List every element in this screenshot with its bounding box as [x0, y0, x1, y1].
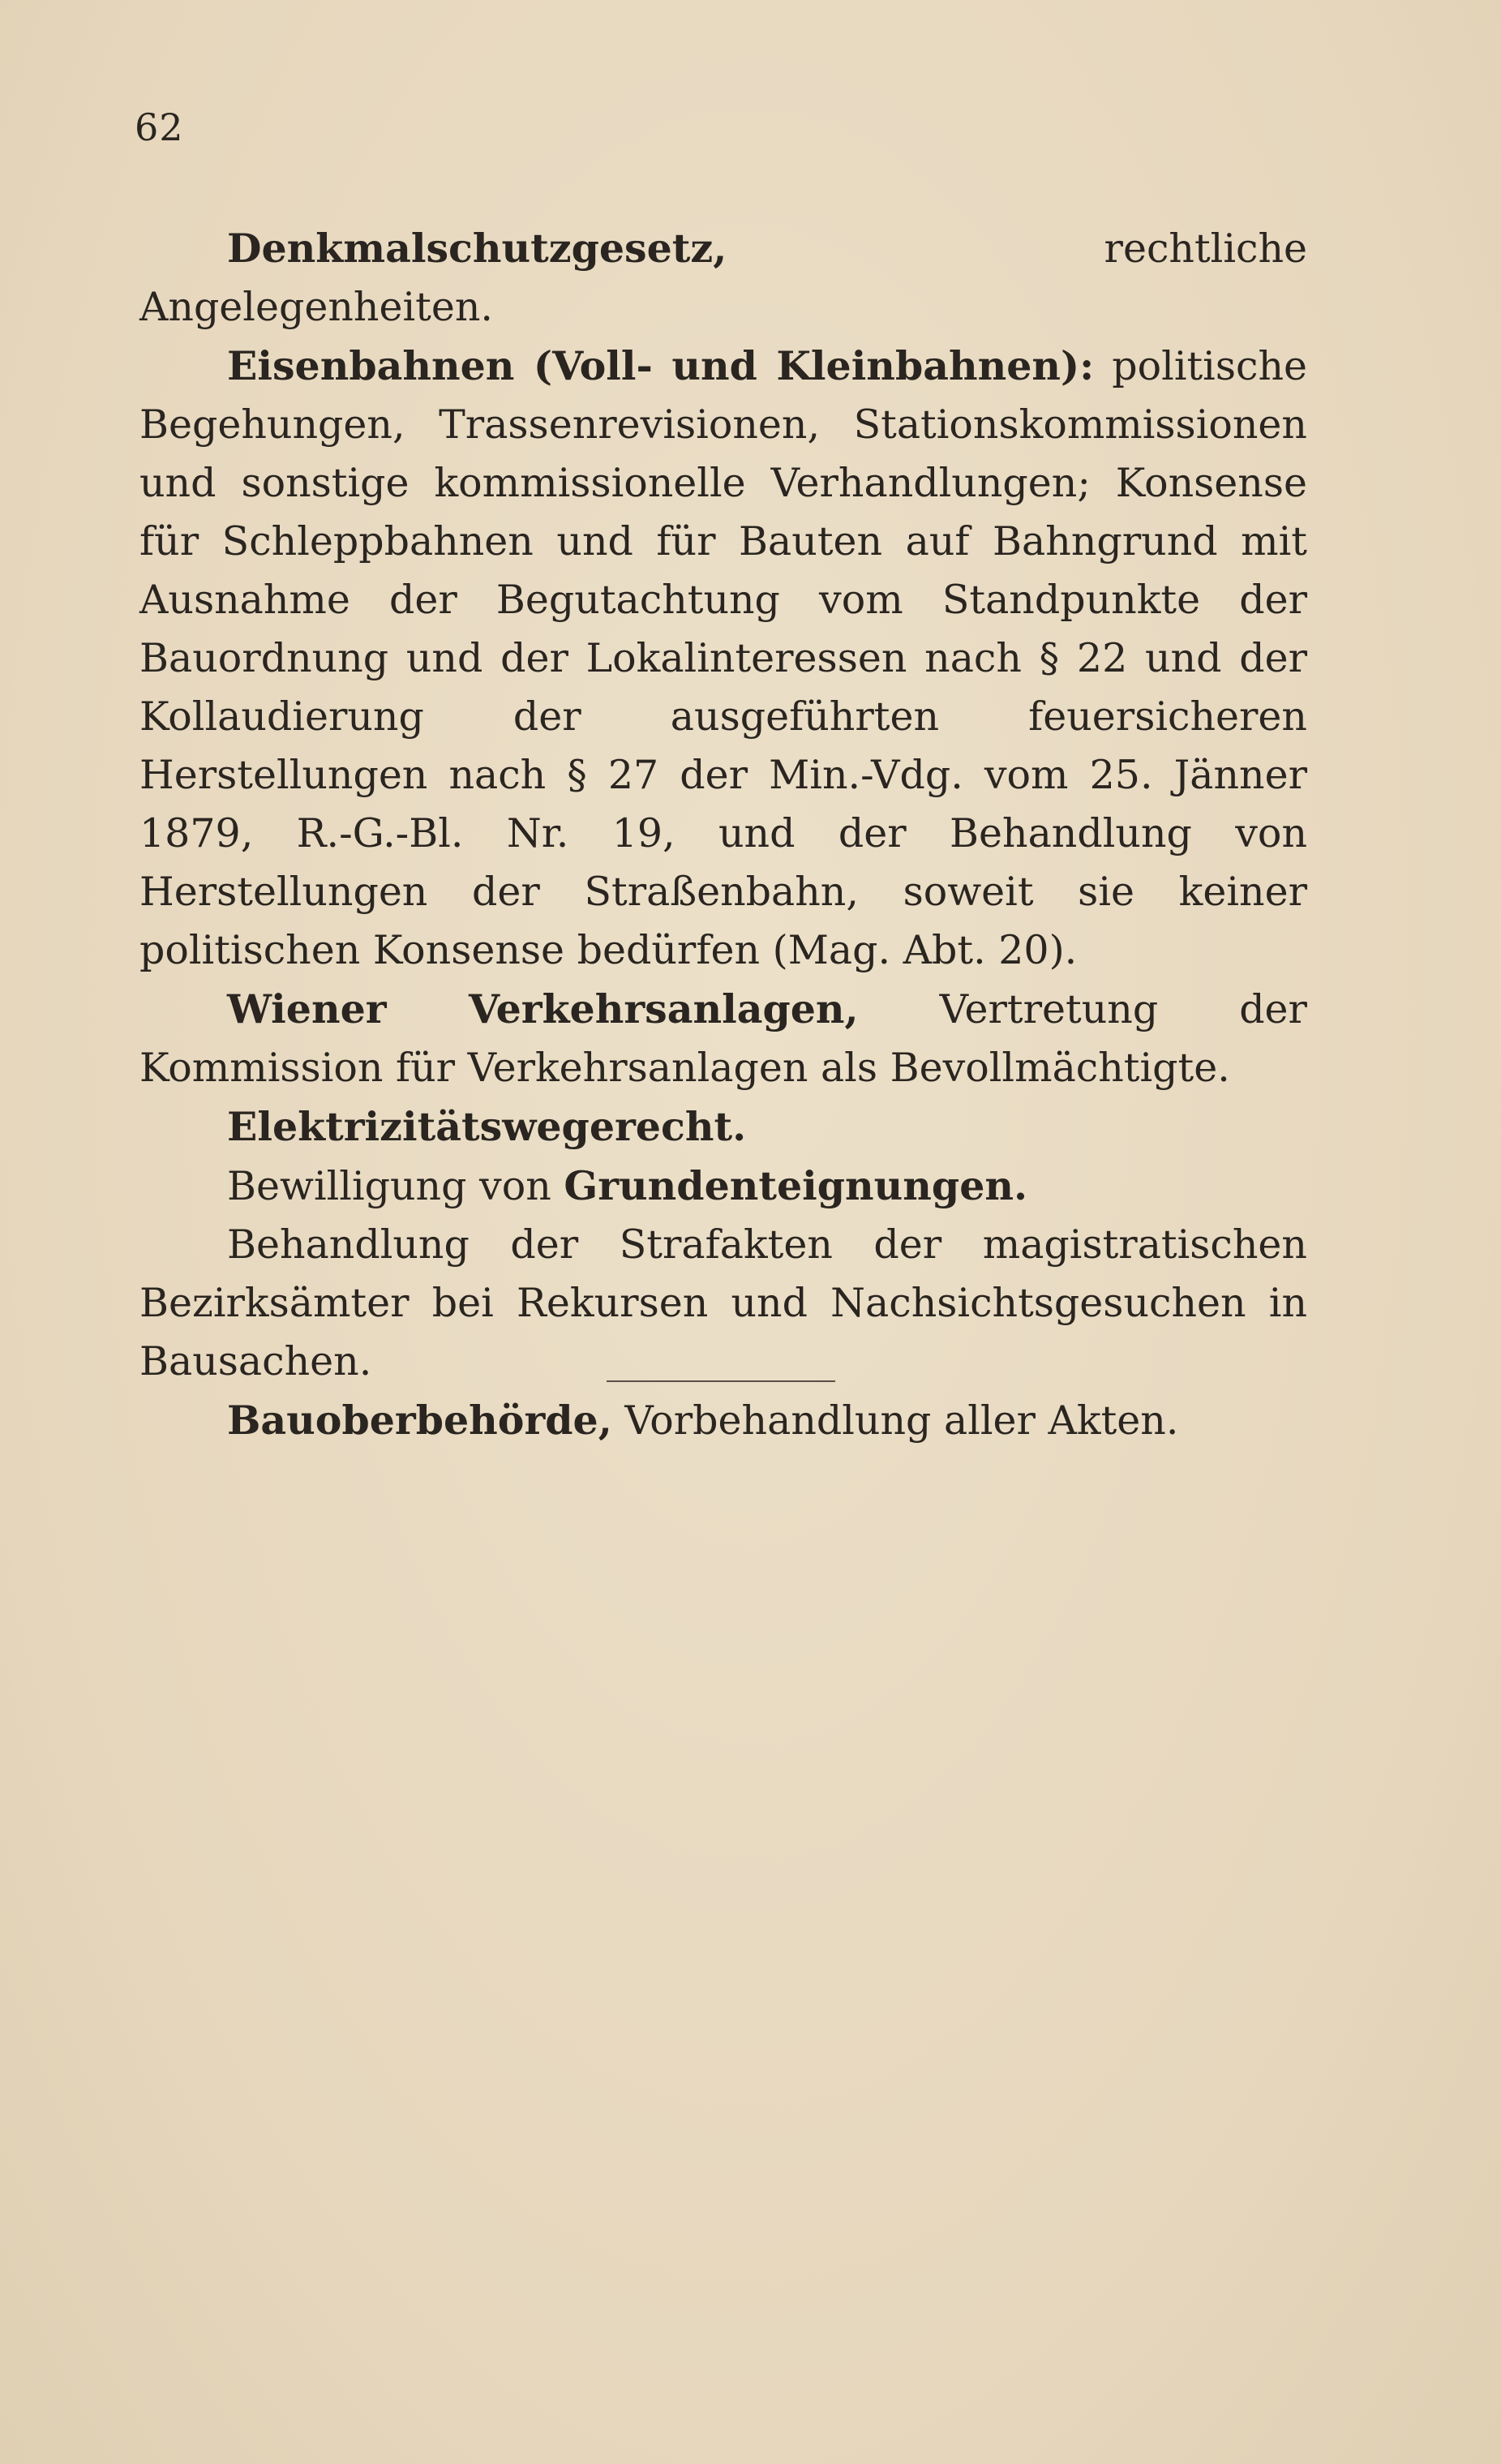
text-verkehrsanlagen: Vertretung der Kommission für Verkehrsanlagen als Bevollmächtigte.: [139, 986, 1307, 1091]
heading-grundenteignungen: Grundenteignungen.: [564, 1162, 1028, 1209]
heading-eisenbahnen: Eisenbahnen (Voll- und Kleinbahnen):: [227, 342, 1095, 389]
body-text: [139, 219, 1307, 1450]
paragraph-bauoberbehoerde: [139, 1391, 1307, 1450]
end-rule: [607, 1380, 835, 1382]
pre-grundenteignungen: Bewilligung von: [227, 1163, 564, 1209]
paragraph-denkmalschutz: [139, 219, 1307, 337]
paragraph-strafakten: [139, 1216, 1307, 1391]
paragraph-elektrizitaetswegerecht: [139, 1097, 1307, 1157]
heading-verkehrsanlagen: Wiener Verkehrsanlagen,: [227, 985, 859, 1032]
page-number: 62: [135, 105, 184, 149]
heading-bauoberbehoerde: Bauoberbehörde,: [227, 1397, 612, 1444]
text-strafakten: Behandlung der Strafakten der magistratischen Bezirksämter bei Rekursen und Nachsichtsgesuchen in Bausachen.: [139, 1221, 1307, 1384]
paragraph-verkehrsanlagen: [139, 980, 1307, 1097]
text-bauoberbehoerde: Vorbehandlung aller Akten.: [611, 1397, 1179, 1444]
text-eisenbahnen: politische Begehungen, Trassenrevisionen, Stationskommissionen und sonstige kommissionelle Verhandlungen; Konsense für Schleppbahnen und für Bauten auf Bahngrund mit Ausnahme der Begutachtung vom Standpunkte der Bauordnung und der Lokalinteressen nach § 22 und der Kollaudierung der ausgeführten feuersicheren Herstellungen nach § 27 der Min.-Vdg. vom 25. Jänner 1879, R.-G.-Bl. Nr. 19, und der Behandlung von Herstellungen der Straßenbahn, soweit sie keiner politischen Konsense bedürfen (Mag. Abt. 20).: [139, 343, 1307, 973]
paragraph-eisenbahnen: [139, 337, 1307, 980]
paragraph-grundenteignungen: [139, 1157, 1307, 1216]
heading-denkmalschutz: Denkmalschutzgesetz,: [227, 225, 727, 272]
heading-elektrizitaetswegerecht: Elektrizitätswegerecht.: [227, 1103, 747, 1150]
text-denkmalschutz: rechtliche Angelegenheiten.: [139, 225, 1307, 330]
